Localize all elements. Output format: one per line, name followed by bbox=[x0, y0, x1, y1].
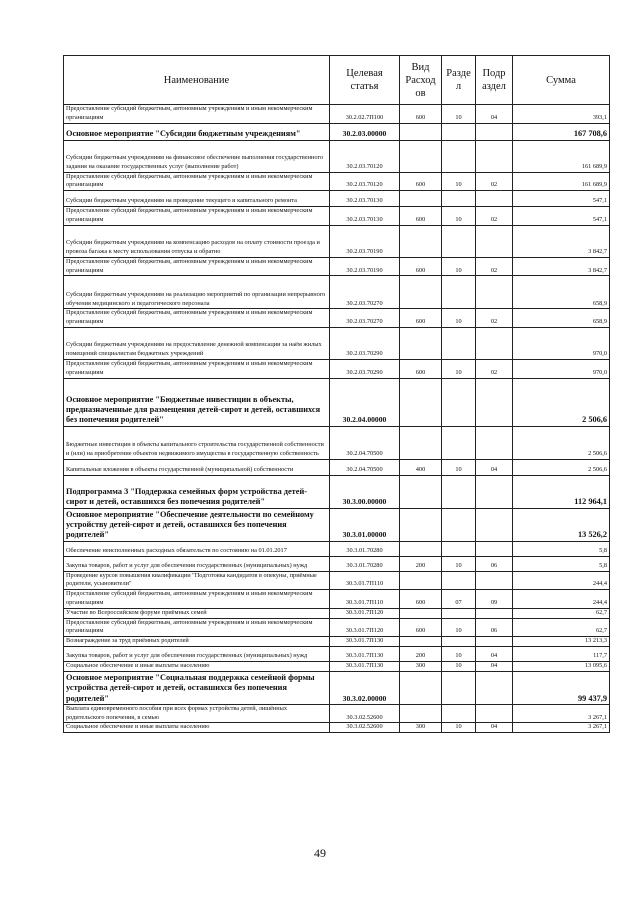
cell-name: Субсидии бюджетным учреждениям на реализацию мероприятий по организации непрерывного обучения медицинского и педагогического персонала bbox=[64, 276, 330, 309]
cell-vid bbox=[400, 140, 442, 172]
cell-vid bbox=[400, 671, 442, 704]
table-row bbox=[64, 618, 610, 637]
cell-podrazdel bbox=[476, 637, 513, 647]
cell-podrazdel: 02 bbox=[476, 207, 513, 226]
cell-code: 30.3.02.00000 bbox=[330, 671, 400, 704]
cell-razdel bbox=[442, 571, 476, 590]
cell-podrazdel bbox=[476, 327, 513, 359]
cell-summa: 3 842,7 bbox=[513, 225, 610, 257]
cell-code: 30.3.01.70280 bbox=[330, 556, 400, 571]
cell-name: Выплата единовременного пособия при всех формах устройства детей, лишённых родительского попечения, в семью bbox=[64, 704, 330, 723]
table-row-section bbox=[64, 508, 610, 541]
table-row bbox=[64, 459, 610, 475]
table-row bbox=[64, 191, 610, 207]
cell-code: 30.3.00.00000 bbox=[330, 475, 400, 508]
cell-podrazdel: 02 bbox=[476, 172, 513, 191]
table-row bbox=[64, 590, 610, 609]
cell-podrazdel bbox=[476, 140, 513, 172]
table-row bbox=[64, 426, 610, 459]
cell-razdel: 10 bbox=[442, 646, 476, 661]
cell-summa: 970,0 bbox=[513, 359, 610, 378]
cell-podrazdel bbox=[476, 704, 513, 723]
cell-vid bbox=[400, 426, 442, 459]
cell-code: 30.3.01.7П120 bbox=[330, 608, 400, 618]
cell-summa: 13 213,3 bbox=[513, 637, 610, 647]
cell-summa: 99 437,9 bbox=[513, 671, 610, 704]
cell-vid bbox=[400, 475, 442, 508]
cell-name: Предоставление субсидий бюджетным, автономным учреждениям и иным некоммерческим организациям bbox=[64, 590, 330, 609]
header-podrazdel: Подр аздел bbox=[476, 56, 513, 105]
cell-razdel bbox=[442, 637, 476, 647]
table-row-section bbox=[64, 378, 610, 426]
cell-name: Субсидии бюджетным учреждениям на компенсацию расходов на оплату стоимости проезда и провоза багажа к месту использования отпуска и обратно bbox=[64, 225, 330, 257]
table-header-row bbox=[64, 56, 610, 105]
cell-summa: 2 506,6 bbox=[513, 426, 610, 459]
table-row bbox=[64, 608, 610, 618]
cell-code: 30.3.01.7П110 bbox=[330, 571, 400, 590]
cell-podrazdel bbox=[476, 191, 513, 207]
cell-name: Субсидии бюджетным учреждениям на предоставление денежной компенсации за наём жилых помещений специалистам бюджетных учреждений bbox=[64, 327, 330, 359]
cell-razdel: 10 bbox=[442, 556, 476, 571]
cell-summa: 112 964,1 bbox=[513, 475, 610, 508]
cell-vid bbox=[400, 191, 442, 207]
cell-summa: 62,7 bbox=[513, 608, 610, 618]
cell-code: 30.2.03.70120 bbox=[330, 140, 400, 172]
cell-code: 30.3.01.70280 bbox=[330, 541, 400, 556]
cell-podrazdel bbox=[476, 276, 513, 309]
cell-code: 30.2.03.00000 bbox=[330, 123, 400, 140]
cell-summa: 62,7 bbox=[513, 618, 610, 637]
cell-code: 30.2.03.70270 bbox=[330, 276, 400, 309]
cell-razdel bbox=[442, 704, 476, 723]
cell-podrazdel bbox=[476, 541, 513, 556]
cell-razdel: 07 bbox=[442, 590, 476, 609]
cell-vid bbox=[400, 608, 442, 618]
cell-vid bbox=[400, 704, 442, 723]
cell-summa: 2 506,6 bbox=[513, 378, 610, 426]
cell-razdel: 10 bbox=[442, 661, 476, 671]
cell-razdel bbox=[442, 541, 476, 556]
cell-name: Бюджетные инвестиции в объекты капитального строительства государственной собственности и (или) на приобретение объектов недвижимого имущества в государственную собственность bbox=[64, 426, 330, 459]
cell-razdel: 10 bbox=[442, 459, 476, 475]
cell-podrazdel: 02 bbox=[476, 257, 513, 276]
cell-vid: 200 bbox=[400, 646, 442, 661]
cell-name: Предоставление субсидий бюджетным, автономным учреждениям и иным некоммерческим организациям bbox=[64, 359, 330, 378]
table-row bbox=[64, 541, 610, 556]
cell-name: Основное мероприятие "Бюджетные инвестиции в объекты, предназначенные для размещения детей-сирот и детей, оставшихся без попечения родителей" bbox=[64, 378, 330, 426]
cell-podrazdel bbox=[476, 671, 513, 704]
table-row bbox=[64, 637, 610, 647]
cell-razdel bbox=[442, 475, 476, 508]
cell-vid: 300 bbox=[400, 723, 442, 733]
cell-code: 30.3.02.52600 bbox=[330, 704, 400, 723]
cell-podrazdel: 02 bbox=[476, 359, 513, 378]
cell-vid: 600 bbox=[400, 359, 442, 378]
table-row bbox=[64, 704, 610, 723]
cell-vid: 600 bbox=[400, 207, 442, 226]
cell-code: 30.2.04.00000 bbox=[330, 378, 400, 426]
cell-razdel: 10 bbox=[442, 359, 476, 378]
cell-code: 30.2.03.70190 bbox=[330, 225, 400, 257]
cell-summa: 161 689,9 bbox=[513, 172, 610, 191]
cell-vid: 600 bbox=[400, 257, 442, 276]
cell-code: 30.3.02.52600 bbox=[330, 723, 400, 733]
cell-razdel: 10 bbox=[442, 172, 476, 191]
cell-vid: 300 bbox=[400, 661, 442, 671]
cell-podrazdel: 06 bbox=[476, 556, 513, 571]
cell-razdel: 10 bbox=[442, 723, 476, 733]
table-row bbox=[64, 556, 610, 571]
cell-vid bbox=[400, 637, 442, 647]
cell-razdel bbox=[442, 327, 476, 359]
cell-name: Предоставление субсидий бюджетным, автономным учреждениям и иным некоммерческим организациям bbox=[64, 207, 330, 226]
table-row bbox=[64, 276, 610, 309]
cell-summa: 5,8 bbox=[513, 556, 610, 571]
cell-razdel bbox=[442, 123, 476, 140]
cell-name: Предоставление субсидий бюджетным, автономным учреждениям и иным некоммерческим организациям bbox=[64, 257, 330, 276]
cell-razdel bbox=[442, 671, 476, 704]
cell-name: Закупка товаров, работ и услуг для обеспечения государственных (муниципальных) нужд bbox=[64, 556, 330, 571]
cell-code: 30.2.04.70500 bbox=[330, 426, 400, 459]
cell-vid: 400 bbox=[400, 459, 442, 475]
table-row bbox=[64, 661, 610, 671]
table-row bbox=[64, 646, 610, 661]
table-row bbox=[64, 571, 610, 590]
cell-summa: 13 526,2 bbox=[513, 508, 610, 541]
table-row bbox=[64, 359, 610, 378]
cell-code: 30.2.03.70270 bbox=[330, 309, 400, 328]
cell-name: Вознаграждение за труд приёмных родителей bbox=[64, 637, 330, 647]
cell-vid: 200 bbox=[400, 556, 442, 571]
cell-razdel: 10 bbox=[442, 618, 476, 637]
cell-razdel: 10 bbox=[442, 105, 476, 124]
cell-name: Социальное обеспечение и иные выплаты населению bbox=[64, 661, 330, 671]
cell-summa: 3 267,1 bbox=[513, 704, 610, 723]
cell-summa: 3 267,1 bbox=[513, 723, 610, 733]
cell-podrazdel bbox=[476, 475, 513, 508]
cell-podrazdel bbox=[476, 225, 513, 257]
table-row-section bbox=[64, 123, 610, 140]
table-row bbox=[64, 172, 610, 191]
header-code: Целевая статья bbox=[330, 56, 400, 105]
cell-summa: 117,7 bbox=[513, 646, 610, 661]
table-row bbox=[64, 105, 610, 124]
cell-razdel: 10 bbox=[442, 257, 476, 276]
cell-razdel bbox=[442, 191, 476, 207]
cell-code: 30.2.03.70290 bbox=[330, 359, 400, 378]
cell-code: 30.3.01.00000 bbox=[330, 508, 400, 541]
cell-vid: 600 bbox=[400, 590, 442, 609]
cell-vid bbox=[400, 327, 442, 359]
cell-vid bbox=[400, 225, 442, 257]
cell-code: 30.2.02.7П100 bbox=[330, 105, 400, 124]
cell-name: Основное мероприятие "Социальная поддержка семейной формы устройства детей-сирот и детей, оставшихся без попечения родителей" bbox=[64, 671, 330, 704]
table-row bbox=[64, 257, 610, 276]
cell-vid: 600 bbox=[400, 105, 442, 124]
cell-name: Участие во Всероссийском форуме приёмных семей bbox=[64, 608, 330, 618]
table-row-section bbox=[64, 671, 610, 704]
cell-vid bbox=[400, 508, 442, 541]
cell-name: Основное мероприятие "Субсидии бюджетным учреждениям" bbox=[64, 123, 330, 140]
cell-summa: 5,8 bbox=[513, 541, 610, 556]
cell-name: Подпрограмма 3 "Поддержка семейных форм устройства детей-сирот и детей, оставшихся без попечения родителей" bbox=[64, 475, 330, 508]
cell-podrazdel bbox=[476, 608, 513, 618]
cell-name: Социальное обеспечение и иные выплаты населению bbox=[64, 723, 330, 733]
cell-podrazdel bbox=[476, 123, 513, 140]
cell-razdel: 10 bbox=[442, 309, 476, 328]
cell-vid: 600 bbox=[400, 172, 442, 191]
cell-summa: 13 095,6 bbox=[513, 661, 610, 671]
cell-razdel bbox=[442, 608, 476, 618]
cell-name: Субсидии бюджетным учреждениям на финансовое обеспечение выполнения государственного задания на оказание государственных услуг (выполнение работ) bbox=[64, 140, 330, 172]
cell-razdel bbox=[442, 276, 476, 309]
cell-name: Проведение курсов повышения квалификации "Подготовка кандидатов в опекуны, приёмные родители, усыновители" bbox=[64, 571, 330, 590]
cell-vid bbox=[400, 378, 442, 426]
table-row bbox=[64, 723, 610, 733]
table-row bbox=[64, 140, 610, 172]
cell-podrazdel: 02 bbox=[476, 309, 513, 328]
header-razdel: Разде л bbox=[442, 56, 476, 105]
cell-vid bbox=[400, 276, 442, 309]
cell-summa: 970,0 bbox=[513, 327, 610, 359]
cell-code: 30.2.03.70190 bbox=[330, 257, 400, 276]
cell-podrazdel bbox=[476, 571, 513, 590]
cell-vid bbox=[400, 541, 442, 556]
cell-code: 30.2.03.70130 bbox=[330, 191, 400, 207]
cell-podrazdel: 04 bbox=[476, 105, 513, 124]
cell-name: Обеспечение неисполненных расходных обязательств по состоянию на 01.01.2017 bbox=[64, 541, 330, 556]
table-body bbox=[64, 105, 610, 733]
table-row bbox=[64, 309, 610, 328]
cell-podrazdel bbox=[476, 378, 513, 426]
cell-summa: 393,1 bbox=[513, 105, 610, 124]
cell-summa: 244,4 bbox=[513, 590, 610, 609]
cell-summa: 547,1 bbox=[513, 191, 610, 207]
cell-podrazdel: 04 bbox=[476, 459, 513, 475]
table-row bbox=[64, 327, 610, 359]
cell-summa: 161 689,9 bbox=[513, 140, 610, 172]
cell-name: Предоставление субсидий бюджетным, автономным учреждениям и иным некоммерческим организациям bbox=[64, 618, 330, 637]
cell-razdel bbox=[442, 426, 476, 459]
cell-name: Основное мероприятие "Обеспечение деятельности по семейному устройству детей-сирот и детей, оставшихся без попечения родителей" bbox=[64, 508, 330, 541]
cell-podrazdel bbox=[476, 426, 513, 459]
cell-vid bbox=[400, 571, 442, 590]
cell-summa: 2 506,6 bbox=[513, 459, 610, 475]
cell-code: 30.2.04.70500 bbox=[330, 459, 400, 475]
cell-name: Предоставление субсидий бюджетным, автономным учреждениям и иным некоммерческим организациям bbox=[64, 105, 330, 124]
cell-summa: 547,1 bbox=[513, 207, 610, 226]
table-row bbox=[64, 225, 610, 257]
cell-razdel: 10 bbox=[442, 207, 476, 226]
cell-code: 30.2.03.70290 bbox=[330, 327, 400, 359]
cell-code: 30.3.01.7П130 bbox=[330, 661, 400, 671]
cell-razdel bbox=[442, 225, 476, 257]
table-row bbox=[64, 207, 610, 226]
cell-name: Закупка товаров, работ и услуг для обеспечения государственных (муниципальных) нужд bbox=[64, 646, 330, 661]
cell-code: 30.2.03.70120 bbox=[330, 172, 400, 191]
cell-podrazdel: 04 bbox=[476, 661, 513, 671]
cell-name: Предоставление субсидий бюджетным, автономным учреждениям и иным некоммерческим организациям bbox=[64, 172, 330, 191]
cell-code: 30.3.01.7П130 bbox=[330, 646, 400, 661]
cell-razdel bbox=[442, 508, 476, 541]
cell-podrazdel: 04 bbox=[476, 646, 513, 661]
cell-vid: 600 bbox=[400, 309, 442, 328]
cell-summa: 658,9 bbox=[513, 276, 610, 309]
page-number: 49 bbox=[314, 846, 326, 860]
cell-podrazdel bbox=[476, 508, 513, 541]
cell-name: Капитальные вложения в объекты государственной (муниципальной) собственности bbox=[64, 459, 330, 475]
cell-code: 30.2.03.70130 bbox=[330, 207, 400, 226]
header-summa: Сумма bbox=[513, 56, 610, 105]
cell-code: 30.3.01.7П120 bbox=[330, 618, 400, 637]
table-row-section bbox=[64, 475, 610, 508]
cell-code: 30.3.01.7П110 bbox=[330, 590, 400, 609]
cell-podrazdel: 09 bbox=[476, 590, 513, 609]
cell-code: 30.3.01.7П130 bbox=[330, 637, 400, 647]
cell-razdel bbox=[442, 378, 476, 426]
header-name: Наименование bbox=[64, 56, 330, 105]
cell-vid bbox=[400, 123, 442, 140]
cell-name: Предоставление субсидий бюджетным, автономным учреждениям и иным некоммерческим организациям bbox=[64, 309, 330, 328]
cell-vid: 600 bbox=[400, 618, 442, 637]
cell-name: Субсидии бюджетным учреждениям на проведение текущего и капитального ремонта bbox=[64, 191, 330, 207]
cell-razdel bbox=[442, 140, 476, 172]
cell-summa: 658,9 bbox=[513, 309, 610, 328]
header-vid: Вид Расход ов bbox=[400, 56, 442, 105]
cell-summa: 167 708,6 bbox=[513, 123, 610, 140]
cell-summa: 244,4 bbox=[513, 571, 610, 590]
cell-podrazdel: 04 bbox=[476, 723, 513, 733]
cell-summa: 3 842,7 bbox=[513, 257, 610, 276]
cell-podrazdel: 06 bbox=[476, 618, 513, 637]
budget-table bbox=[63, 55, 610, 733]
